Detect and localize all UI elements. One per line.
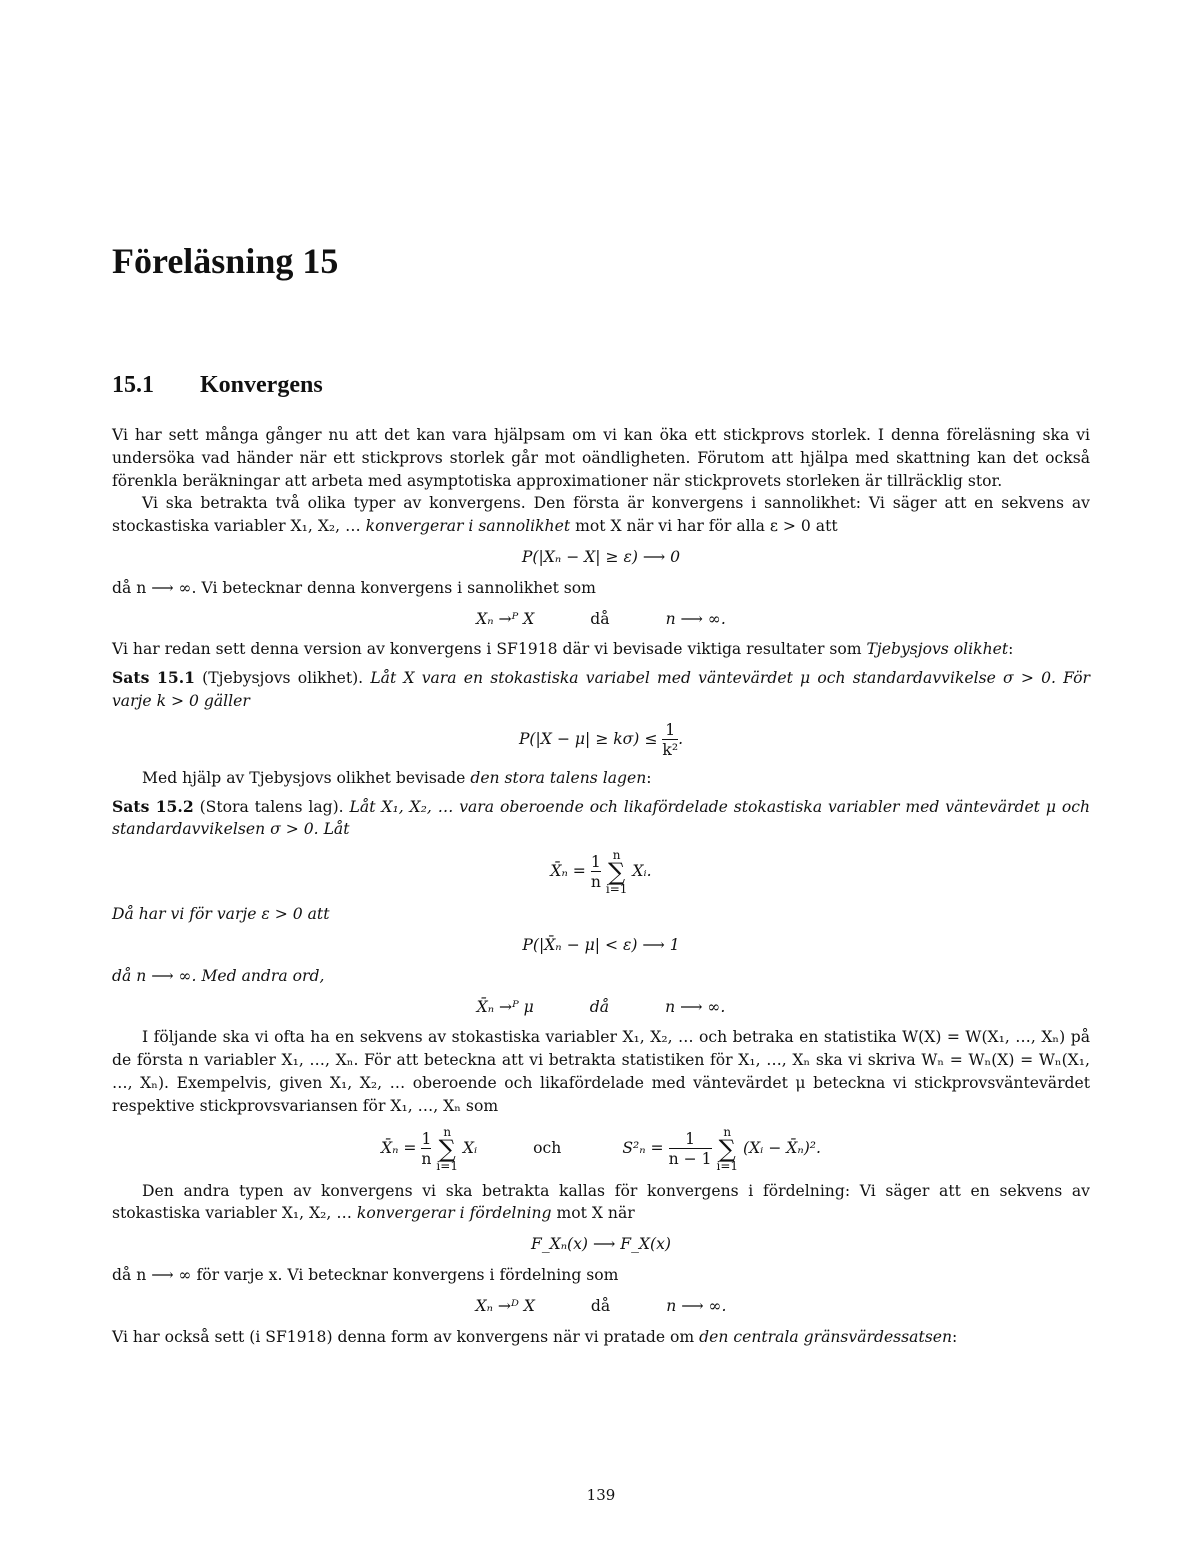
- equation-6: X̄ₙ →ᴾ μ då n ⟶ ∞.: [476, 997, 726, 1016]
- equation-4: X̄ₙ = $\frac{1}{n}$ n ∑ i=1 Xᵢ.: [550, 848, 652, 897]
- equation-2: Xₙ →ᴾ X då n ⟶ ∞.: [476, 609, 726, 628]
- paragraph-intro: Vi har sett många gånger nu att det kan vara hjälpsam om vi kan öka ett stickprovs storlek. I denna föreläsning ska vi undersöka vad händer när ett stickprovs storlek går mot oändligheten. Förutom att hjälpa med skattning kan det också förenkla beräkningar att arbeta med asymptotiska approximationer när stickprovets storleken är tillräcklig stor.: [112, 426, 1090, 490]
- paragraph-clt: Vi har också sett (i SF1918) denna form av konvergens när vi pratade om den centrala gränsvärdessatsen:: [112, 1327, 958, 1346]
- paragraph-convergence-probability: Vi ska betrakta två olika typer av konvergens. Den första är konvergens i sannolikhet: Vi säger att en sekvens av stockastiska variabler X₁, X₂, … konvergerar i sannolikhet mot X när vi har för alla ε > 0 att: [112, 494, 1090, 536]
- chapter-title: Föreläsning 15: [112, 241, 339, 281]
- fraction: $\frac{1}{n - 1}$: [668, 1129, 712, 1168]
- fraction: $\frac{1}{\text{k²}}$: [662, 720, 679, 759]
- fraction: $\frac{1}{n}$: [590, 853, 601, 892]
- section-title: Konvergens: [200, 372, 323, 398]
- paragraph-sf1918: Vi har redan sett denna version av konvergens i SF1918 där vi bevisade viktiga resultater som Tjebysjovs olikhet:: [112, 640, 1014, 659]
- paragraph-distribution-notation: då n ⟶ ∞ för varje x. Vi betecknar konvergens i fördelning som: [112, 1265, 619, 1284]
- theorem-label: Sats 15.2: [112, 796, 194, 816]
- equation-1: P(|Xₙ − X| ≥ ε) ⟶ 0: [521, 547, 681, 566]
- theorem-15-2: [112, 796, 1090, 842]
- theorem-label: Sats 15.1: [112, 668, 195, 688]
- paragraph-law-of-large-numbers: Med hjälp av Tjebysjovs olikhet bevisade den stora talens lagen:: [142, 768, 652, 787]
- equation-8: F_Xₙ(x) ⟶ F_X(x): [531, 1235, 671, 1254]
- paragraph-then: Då har vi för varje ε > 0 att: [112, 905, 330, 924]
- fraction: $\frac{1}{n}$: [421, 1129, 432, 1168]
- equation-5: P(|X̄ₙ − μ| < ε) ⟶ 1: [522, 935, 680, 954]
- paragraph-in-other-words: då n ⟶ ∞. Med andra ord,: [112, 966, 325, 985]
- section-number: 15.1: [112, 372, 154, 398]
- theorem-name: (Tjebysjovs olikhet).: [202, 669, 364, 688]
- paragraph-convergence-distribution: Den andra typen av konvergens vi ska betrakta kallas för konvergens i fördelning: Vi säger att en sekvens av stokastiska variabler X₁, X₂, … konvergerar i fördelning mot X när: [112, 1181, 1090, 1223]
- page: [112, 0, 1090, 1553]
- paragraph-statistics: I följande ska vi ofta ha en sekvens av stokastiska variabler X₁, X₂, … och betraka en statistika W(X) = W(X₁, …, Xₙ) på de första n variabler X₁, …, Xₙ. För att beteckna att vi betrakta statistiken för X₁, …, Xₙ ska vi skriva Wₙ = Wₙ(X) = Wₙ(X₁, …, Xₙ). Exempelvis, given X₁, X₂, … oberoende och likafördelade med väntevärdet μ beteckna vi stickprovsväntevärdet respektive stickprovsvariansen för X₁, …, Xₙ som: [112, 1028, 1091, 1115]
- theorem-name: (Stora talens lag).: [199, 797, 344, 816]
- sum-symbol: n ∑ i=1: [605, 848, 628, 897]
- equation-3: P(|X − μ| ≥ kσ) ≤ $\frac{1}{\text{k²}}$ .: [518, 720, 684, 759]
- section-heading: [112, 372, 323, 399]
- equation-9: Xₙ →ᴰ X då n ⟶ ∞.: [475, 1296, 727, 1315]
- sum-symbol: n ∑ i=1: [436, 1124, 458, 1173]
- sum-symbol: n ∑ i=1: [716, 1124, 739, 1173]
- page-number: 139: [586, 1486, 616, 1504]
- theorem-text: Låt X₁, X₂, … vara oberoende och likafördelade stokastiska variabler med väntevärdet μ och standardavvikelsen σ > 0. Låt: [112, 797, 1091, 839]
- theorem-15-1: [112, 667, 1090, 713]
- body-text: [112, 424, 1090, 1348]
- theorem-text: Låt X vara en stokastiska variabel med väntevärdet μ och standardavvikelse σ > 0. För varje k > 0 gäller: [112, 669, 1090, 710]
- equation-7: X̄ₙ = $\frac{1}{n}$ n ∑ i=1 Xᵢ och S²ₙ = $\frac{1}{n - 1}$ n ∑ i=1 (Xᵢ − X̄ₙ)².: [380, 1124, 821, 1173]
- paragraph-notation: då n ⟶ ∞. Vi betecknar denna konvergens i sannolikhet som: [112, 578, 596, 597]
